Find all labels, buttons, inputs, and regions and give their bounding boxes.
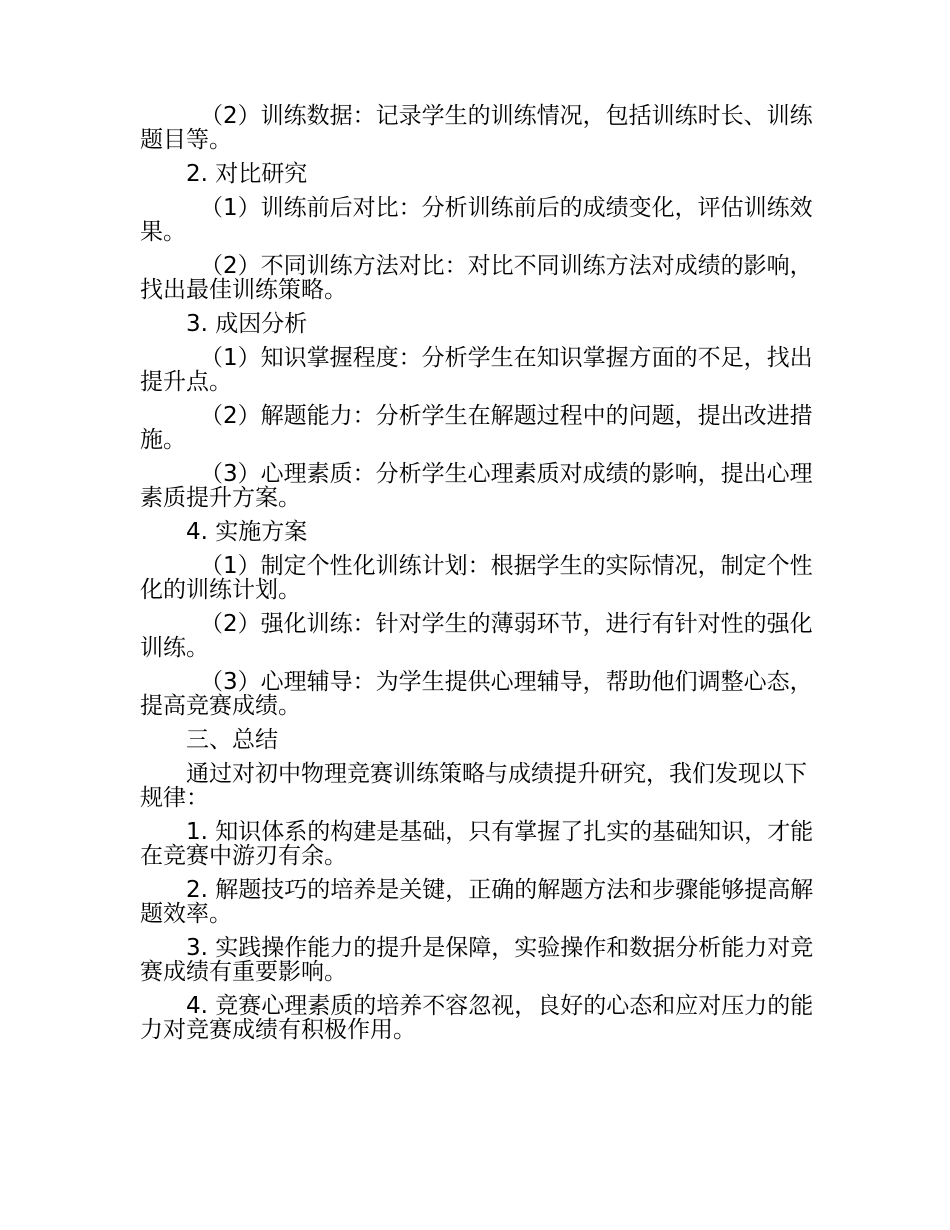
paragraph-summary-intro: 通过对初中物理竞赛训练策略与成绩提升研究，我们发现以下规律：: [140, 761, 807, 811]
paragraph-training-data: （2）训练数据：记录学生的训练情况，包括训练时长、训练题目等。: [140, 103, 813, 153]
paragraph-problem-solving: （2）解题能力：分析学生在解题过程中的问题，提出改进措施。: [140, 403, 813, 453]
heading-implementation-plan: 4. 实施方案: [186, 519, 308, 545]
paragraph-method-comparison: （2）不同训练方法对比：对比不同训练方法对成绩的影响，找出最佳训练策略。: [140, 253, 813, 303]
heading-cause-analysis: 3. 成因分析: [186, 311, 308, 337]
paragraph-before-after-comparison: （1）训练前后对比：分析训练前后的成绩变化，评估训练效果。: [140, 195, 813, 245]
paragraph-summary-point-1: 1. 知识体系的构建是基础，只有掌握了扎实的基础知识，才能在竞赛中游刃有余。: [140, 819, 814, 869]
heading-comparative-study: 2. 对比研究: [186, 161, 308, 187]
heading-summary: 三、总结: [186, 727, 278, 753]
paragraph-summary-point-2: 2. 解题技巧的培养是关键，正确的解题方法和步骤能够提高解题效率。: [140, 877, 814, 927]
paragraph-personalized-plan: （1）制定个性化训练计划：根据学生的实际情况，制定个性化的训练计划。: [140, 553, 813, 603]
paragraph-knowledge-mastery: （1）知识掌握程度：分析学生在知识掌握方面的不足，找出提升点。: [140, 345, 813, 395]
paragraph-intensive-training: （2）强化训练：针对学生的薄弱环节，进行有针对性的强化训练。: [140, 611, 813, 661]
document-page: [140, 104, 815, 1052]
paragraph-psychological-quality: （3）心理素质：分析学生心理素质对成绩的影响，提出心理素质提升方案。: [140, 461, 813, 511]
paragraph-summary-point-3: 3. 实践操作能力的提升是保障，实验操作和数据分析能力对竞赛成绩有重要影响。: [140, 935, 814, 985]
paragraph-summary-point-4: 4. 竞赛心理素质的培养不容忽视，良好的心态和应对压力的能力对竞赛成绩有积极作用。: [140, 993, 814, 1043]
paragraph-psychological-counseling: （3）心理辅导：为学生提供心理辅导，帮助他们调整心态，提高竞赛成绩。: [140, 669, 813, 719]
